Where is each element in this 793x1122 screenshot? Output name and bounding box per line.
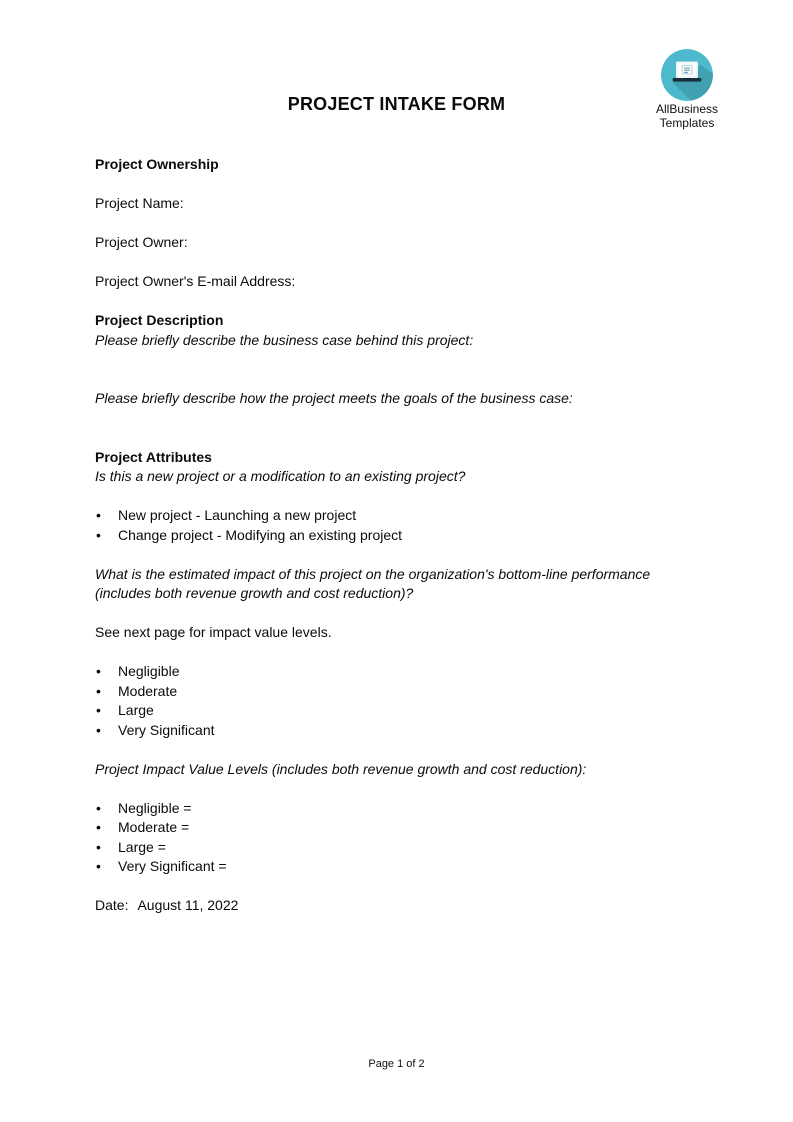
allbusiness-logo bbox=[652, 49, 722, 130]
question-impact-line1: What is the estimated impact of this project on the organization's bottom-line performance bbox=[95, 565, 651, 582]
impact-note: See next page for impact value levels. bbox=[95, 624, 332, 640]
impact-levels-intro: Project Impact Value Levels (includes both revenue growth and cost reduction): bbox=[95, 760, 587, 777]
page-title: PROJECT INTAKE FORM bbox=[287, 94, 506, 114]
document-body bbox=[95, 155, 707, 935]
date-line bbox=[95, 896, 707, 916]
field-project-name: Project Name: bbox=[95, 195, 184, 211]
impact-options-list bbox=[95, 662, 707, 740]
logo-text-line1: AllBusiness bbox=[655, 102, 719, 116]
logo-text-line2: Templates bbox=[659, 115, 715, 130]
prompt-business-case: Please briefly describe the business case behind this project: bbox=[95, 331, 474, 348]
laptop-logo-icon bbox=[661, 49, 713, 101]
list-item: • Change project - Modifying an existing project bbox=[118, 526, 707, 546]
impact-level-definitions-list bbox=[95, 799, 707, 877]
list-item: • Very Significant bbox=[118, 721, 707, 741]
list-item: • Negligible bbox=[118, 662, 707, 682]
list-item: • Very Significant = bbox=[118, 857, 707, 877]
list-item: • Negligible = bbox=[118, 799, 707, 819]
field-project-owner: Project Owner: bbox=[95, 234, 188, 250]
field-project-owner-email: Project Owner's E-mail Address: bbox=[95, 273, 296, 289]
list-item: • Large bbox=[118, 701, 707, 721]
logo-text bbox=[652, 103, 722, 130]
list-item: • New project - Launching a new project bbox=[118, 506, 707, 526]
section-heading-description: Project Description bbox=[95, 312, 224, 328]
date-value: August 11, 2022 bbox=[137, 897, 239, 913]
section-heading-attributes: Project Attributes bbox=[95, 448, 212, 465]
list-item: • Moderate = bbox=[118, 818, 707, 838]
project-type-options-list bbox=[95, 506, 707, 545]
question-impact-line2: (includes both revenue growth and cost reduction)? bbox=[95, 585, 414, 601]
list-item: • Large = bbox=[118, 838, 707, 858]
page-footer: Page 1 of 2 bbox=[368, 1058, 425, 1070]
section-heading-ownership: Project Ownership bbox=[95, 156, 219, 172]
list-item: • Moderate bbox=[118, 682, 707, 702]
prompt-goals: Please briefly describe how the project meets the goals of the business case: bbox=[95, 390, 573, 406]
question-new-or-modification: Is this a new project or a modification to an existing project? bbox=[95, 468, 466, 484]
date-label: Date: bbox=[95, 897, 129, 913]
